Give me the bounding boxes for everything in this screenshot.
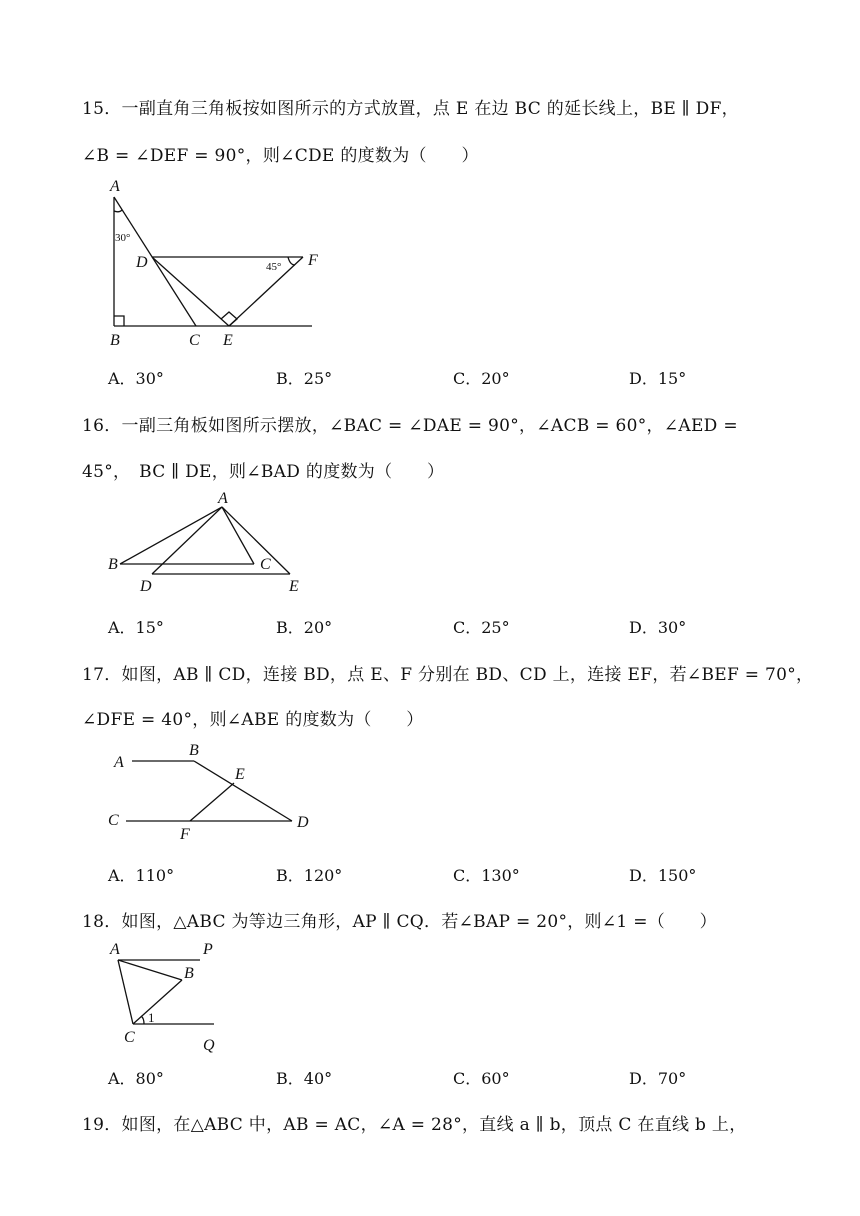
q15-label-D: D: [136, 254, 148, 271]
q16-label-E: E: [289, 578, 299, 595]
q15-figure: [100, 175, 340, 355]
q16-label-B: B: [108, 556, 118, 573]
q16-choice-d[interactable]: D．30°: [629, 618, 687, 637]
q16-choice-a[interactable]: A．15°: [108, 618, 164, 637]
q15-label-C: C: [189, 332, 200, 349]
q17-choice-c[interactable]: C．130°: [453, 866, 520, 885]
q18-choice-b[interactable]: B．40°: [276, 1069, 333, 1088]
q18-choice-a[interactable]: A．80°: [108, 1069, 164, 1088]
q17-label-A: A: [114, 754, 124, 771]
q15-angle-45: 45°: [266, 261, 282, 273]
q15-choice-d[interactable]: D．15°: [629, 369, 687, 388]
q16-label-C: C: [260, 556, 271, 573]
q17-choice-a[interactable]: A．110°: [108, 866, 175, 885]
q15-choice-b[interactable]: B．25°: [276, 369, 333, 388]
q16-choice-c[interactable]: C．25°: [453, 618, 510, 637]
q18-angle-1: 1: [148, 1010, 155, 1025]
q18-choice-d[interactable]: D．70°: [629, 1069, 687, 1088]
q15-choice-c[interactable]: C．20°: [453, 369, 510, 388]
q15-label-A: A: [110, 178, 120, 195]
q18-choice-c[interactable]: C．60°: [453, 1069, 510, 1088]
q18-line1: 18．如图，△ABC 为等边三角形，AP ∥ CQ．若∠BAP = 20°，则∠1 =（ ）: [82, 912, 717, 932]
q17-line2: ∠DFE = 40°，则∠ABE 的度数为（ ）: [82, 710, 424, 730]
q18-label-Q: Q: [203, 1037, 215, 1053]
q16-line2: 45°， BC ∥ DE，则∠BAD 的度数为（ ）: [82, 462, 445, 482]
q16-label-A: A: [218, 490, 228, 507]
q17-label-C: C: [108, 812, 119, 829]
q15-choice-a[interactable]: A．30°: [108, 369, 164, 388]
q15-angle-30: 30°: [115, 232, 131, 244]
q19-line1: 19．如图，在△ABC 中，AB = AC，∠A = 28°，直线 a ∥ b，顶点 C 在直线 b 上，: [82, 1115, 747, 1135]
q18-figure: [100, 938, 240, 1053]
q18-label-C: C: [124, 1029, 135, 1046]
q17-label-B: B: [189, 742, 199, 759]
q16-choice-b[interactable]: B．20°: [276, 618, 333, 637]
q16-label-D: D: [140, 578, 152, 595]
q17-label-E: E: [235, 766, 245, 783]
q16-figure: [100, 485, 320, 600]
q17-label-D: D: [297, 814, 309, 831]
q15-line1: 15．一副直角三角板按如图所示的方式放置，点 E 在边 BC 的延长线上，BE ∥ DF，: [82, 99, 739, 119]
q18-label-B: B: [184, 965, 194, 982]
q17-choice-b[interactable]: B．120°: [276, 866, 343, 885]
q17-choice-d[interactable]: D．150°: [629, 866, 697, 885]
q18-label-P: P: [203, 941, 213, 958]
q17-figure: [100, 735, 330, 845]
q15-line2: ∠B = ∠DEF = 90°，则∠CDE 的度数为（ ）: [82, 146, 479, 166]
q17-label-F: F: [180, 826, 190, 843]
q17-line1: 17．如图，AB ∥ CD，连接 BD，点 E、F 分别在 BD、CD 上，连接 EF，若∠BEF = 70°，: [82, 665, 814, 685]
q15-label-B: B: [110, 332, 120, 349]
q15-label-F: F: [308, 252, 318, 269]
q15-label-E: E: [223, 332, 233, 349]
q18-label-A: A: [110, 941, 120, 958]
q16-line1: 16．一副三角板如图所示摆放，∠BAC = ∠DAE = 90°，∠ACB = 60°，∠AED =: [82, 416, 738, 436]
